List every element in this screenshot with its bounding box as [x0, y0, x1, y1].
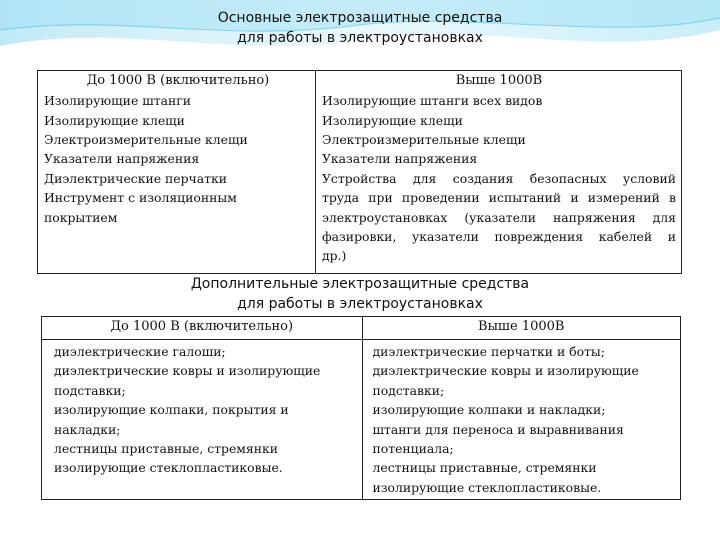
list-item-line: электроустановках (указатели напряжения для	[321, 209, 676, 225]
additional-col2-header: Выше 1000В	[362, 317, 681, 340]
basic-col1-body	[38, 91, 316, 273]
additional-col2-body	[362, 340, 681, 500]
main-title-line-2: для работы в электроустановках	[237, 30, 483, 46]
additional-protection-table	[41, 316, 681, 500]
list-item-line: диэлектрические ковры и изолирующие	[372, 363, 639, 379]
additional-col1-body	[42, 340, 363, 500]
list-item-line: подставки;	[372, 382, 445, 398]
list-item-line: подставки;	[54, 382, 126, 398]
list-item: Указатели напряжения	[44, 151, 200, 167]
basic-col1-header: До 1000 В (включительно)	[38, 71, 316, 92]
list-item-line: диэлектрические галоши;	[54, 344, 226, 359]
list-item-line: фазировки, указатели повреждения кабелей и	[321, 229, 676, 245]
list-item-line: изолирующие колпаки, покрытия и	[54, 402, 289, 418]
list-item: Изолирующие штанги	[44, 93, 191, 109]
list-item-line: др.)	[321, 248, 347, 264]
list-item-line: диэлектрические перчатки и боты;	[372, 344, 605, 359]
main-title-line-1: Основные электрозащитные средства	[217, 10, 503, 26]
list-item: Изолирующие клещи	[321, 112, 463, 128]
list-item: Изолирующие клещи	[44, 112, 185, 128]
section-title	[0, 274, 720, 314]
list-item: Электроизмерительные клещи	[44, 132, 248, 148]
basic-col2-body	[315, 91, 681, 273]
list-item: Диэлектрические перчатки	[44, 170, 227, 186]
section-title-line-2: для работы в электроустановках	[237, 296, 483, 312]
list-item-line: труда при проведении испытаний и измерений в	[321, 190, 676, 206]
basic-protection-table	[37, 70, 682, 274]
list-item-line: лестницы приставные, стремянки	[54, 441, 278, 457]
list-item-line: лестницы приставные, стремянки	[372, 460, 597, 476]
list-item: Указатели напряжения	[321, 151, 478, 167]
main-title	[0, 8, 720, 48]
list-item-line: штанги для переноса и выравнивания	[372, 421, 624, 437]
list-item-line: изолирующие стеклопластиковые.	[372, 479, 602, 495]
section-title-line-1: Дополнительные электрозащитные средства	[190, 276, 530, 292]
basic-col2-header: Выше 1000В	[315, 71, 681, 92]
list-item: Инструмент с изоляционным	[44, 190, 237, 206]
list-item: Электроизмерительные клещи	[321, 132, 526, 148]
additional-col1-header: До 1000 В (включительно)	[42, 317, 363, 340]
list-item-line: изолирующие колпаки и накладки;	[372, 402, 606, 418]
list-item-line: изолирующие стеклопластиковые.	[54, 460, 283, 476]
list-item: Изолирующие штанги всех видов	[321, 93, 543, 109]
list-item-line: накладки;	[54, 421, 121, 437]
list-item-line: диэлектрические ковры и изолирующие	[54, 363, 321, 379]
list-item: покрытием	[44, 209, 118, 225]
list-item-line: Устройства для создания безопасных условий	[321, 170, 676, 186]
list-item-line: потенциала;	[372, 441, 454, 457]
